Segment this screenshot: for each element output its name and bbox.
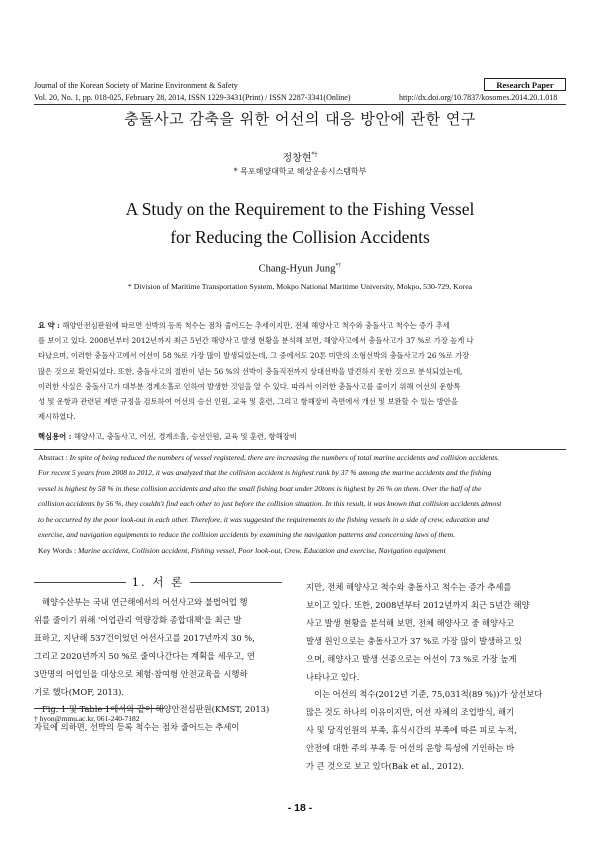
abstract-english-line: vessel is highest by 58 % in these collision accidents and also the small fishing boat under 20tons is highest by 26 % on them. Over the half of the — [38, 483, 482, 493]
abstract-english-line: For recent 5 years from 2008 to 2012, it was analyzed that the collision accident is highest rank by 37 % among the marine accidents and the fishing — [38, 468, 492, 478]
title-english-line1: A Study on the Requirement to the Fishing Vessel — [125, 199, 475, 219]
body-line: 많은 것도 하나의 이유이지만, 어선 자체의 조업방식, 해기 — [306, 707, 515, 718]
abstract-korean-line: 제시하였다. — [38, 412, 76, 422]
body-line: 3만명의 어업인을 대상으로 체험·참여형 안전교육을 시행하 — [34, 668, 248, 679]
abstract-english-line: In spite of being reduced the numbers of vessel registered, there are increasing the numbers of total marine accidents and collision accidents. — [69, 453, 500, 462]
body-line: 사고 발생 현황을 분석해 보면, 전체 해양사고 중 해양사고 — [306, 617, 515, 628]
title-korean: 충돌사고 감축을 위한 어선의 대응 방안에 관한 연구 — [124, 110, 476, 128]
footnote-contact: † hyon@mmu.ac.kr, 061-240-7182 — [34, 714, 140, 723]
article-type-badge: Research Paper — [484, 78, 566, 91]
abstract-korean-line: 해양안전심판원에 따르면 선박의 등록 척수는 점차 줄어드는 추세이지만, 전체 해양사고 척수와 충돌사고 척수는 증가 추세 — [62, 321, 450, 330]
section-1-title: 1. 서 론 — [131, 575, 185, 589]
body-line: 지만, 전체 해양사고 척수와 충돌사고 척수는 증가 추세를 — [306, 582, 512, 592]
abstract-english-line: exercise, and navigation equipments to reduce the collision accidents by examining the navigation patterns and concerning laws of them. — [38, 530, 456, 540]
body-line: 표하고, 지난해 537건이었던 어선사고를 2017년까지 30 %, — [34, 632, 255, 643]
body-line: 사 및 당직인원의 부족, 휴식시간의 부족에 따른 피로 누적, — [306, 725, 517, 736]
body-line: 으며, 해양사고 발생 선종으로는 어선이 73 %로 가장 높게 — [306, 653, 517, 664]
author-korean-name: 정창현 — [282, 153, 312, 164]
keywords-korean-text: 해양사고, 충돌사고, 어선, 경계소홀, 승선인원, 교육 및 훈련, 항해장비 — [73, 432, 297, 441]
author-english-mark: *† — [335, 263, 342, 269]
page-number: - 18 - — [287, 802, 313, 814]
abstract-korean-label: 요 약 : — [38, 321, 63, 330]
body-line: 가 큰 것으로 보고 있다(Bak et al., 2012). — [306, 761, 465, 772]
journal-name: Journal of the Korean Society of Marine Environment & Safety — [34, 81, 238, 90]
affiliation-english: * Division of Maritime Transportation System, Mokpo National Maritime University, Mokpo, 530-729, Korea — [127, 282, 473, 291]
section-rule-right — [190, 582, 282, 583]
author-korean — [0, 149, 600, 164]
author-mark: *† — [311, 151, 318, 159]
abstract-english-line: collision accidents by 56 %, they couldn't find each other to just before the collision situation. In this result, it was known that collision accidents almost — [38, 499, 502, 509]
body-line: Fig. 1 및 Table 1에서와 같이 해양안전심판원(KMST, 2013) — [42, 704, 270, 715]
abstract-korean-line: 많은 것으로 확인되었다. 또한, 충돌사고의 절반이 넘는 56 %의 선박이 충돌직전까지 상대선박을 발견하지 못한 것으로 분석되었는데, — [38, 366, 463, 376]
keywords-english-label: Key Words : — [38, 546, 78, 555]
body-line: 이는 어선의 척수(2012년 기준, 75,031척(89 %))가 상선보다 — [314, 689, 543, 700]
header-rule — [34, 104, 566, 105]
body-line: 보이고 있다. 또한, 2008년부터 2012년까지 최근 5년간 해양 — [306, 599, 530, 610]
abstract-korean — [38, 318, 564, 424]
keywords-korean-label: 핵심용어 : — [38, 432, 74, 441]
body-line: 발생 원인으로는 충돌사고가 37 %로 가장 많이 발생하고 있 — [306, 635, 522, 646]
body-line: 자료에 의하면, 선박의 등록 척수는 점차 줄어드는 추세이 — [34, 722, 240, 733]
abstract-korean-line: 이러한 사실은 충돌사고가 대부분 경계소홀로 인하여 발생한 것임을 알 수 있다. 따라서 이러한 충돌사고를 줄이기 위해 어선의 운항특 — [38, 381, 461, 391]
body-line: 해양수산부는 국내 연근해에서의 어선사고와 불법어업 행 — [42, 597, 248, 607]
body-right-column — [306, 579, 568, 776]
abstract-korean-line: 성 및 운항과 관련된 제반 규정을 검토하여 어선의 승선 인원, 교육 및 훈련, 그리고 항해장비 측면에서 개선 및 보완할 수 있는 방안을 — [38, 397, 458, 407]
abstract-english-label: Abstract : — [38, 453, 70, 462]
author-english-name: Chang-Hyun Jung — [258, 263, 336, 275]
keywords-english — [38, 545, 564, 556]
abstract-korean-line: 타났으며, 이러한 충돌사고에서 어선이 58 %로 가장 많이 발생되었는데, 그 중에서도 20톤 미만의 소형선박의 충돌사고가 26 %로 가장 — [38, 351, 470, 361]
keywords-korean — [38, 431, 564, 442]
abstract-english — [38, 450, 564, 542]
body-line: 위를 줄이기 위해 '어업관리 역량강화 종합대책'을 최근 발 — [34, 614, 242, 625]
abstract-korean-line: 를 보이고 있다. 2008년부터 2012년까지 최근 5년간 해양사고 발생 현황을 분석해 보면, 해양사고에서 충돌사고가 37 %로 가장 높게 나 — [38, 336, 474, 346]
author-english — [0, 263, 600, 275]
affiliation-korean: * 목포해양대학교 해상운송시스템학부 — [233, 167, 367, 176]
abstract-english-line: to be occurred by the poor look-out in each other. Therefore, it was suggested the requirements to the fishing vessels in a side of crew, education and — [38, 514, 489, 524]
body-line: 기로 했다(MOF, 2013). — [34, 686, 124, 697]
volume-info: Vol. 20, No. 1, pp. 018-025, February 28, 2014, ISSN 1229-3431(Print) / ISSN 2287-3341(Online) — [34, 93, 351, 102]
keywords-english-text: Marine accident, Collision accident, Fishing vessel, Poor look-out, Crew, Education and exercise, Navigation equipment — [77, 546, 446, 555]
body-line: 안전에 대한 주의 부족 등 어선의 운항 특성에 기인하는 바 — [306, 743, 515, 754]
body-line: 그리고 2020년까지 50 %로 줄여나간다는 계획을 세우고, 연 — [34, 650, 255, 661]
footnote-rule — [34, 708, 164, 709]
body-line: 나타나고 있다. — [306, 671, 360, 682]
title-english-line2: for Reducing the Collision Accidents — [170, 227, 430, 247]
doi-link[interactable]: http://dx.doi.org/10.7837/kosomes.2014.20.1.018 — [399, 93, 558, 102]
